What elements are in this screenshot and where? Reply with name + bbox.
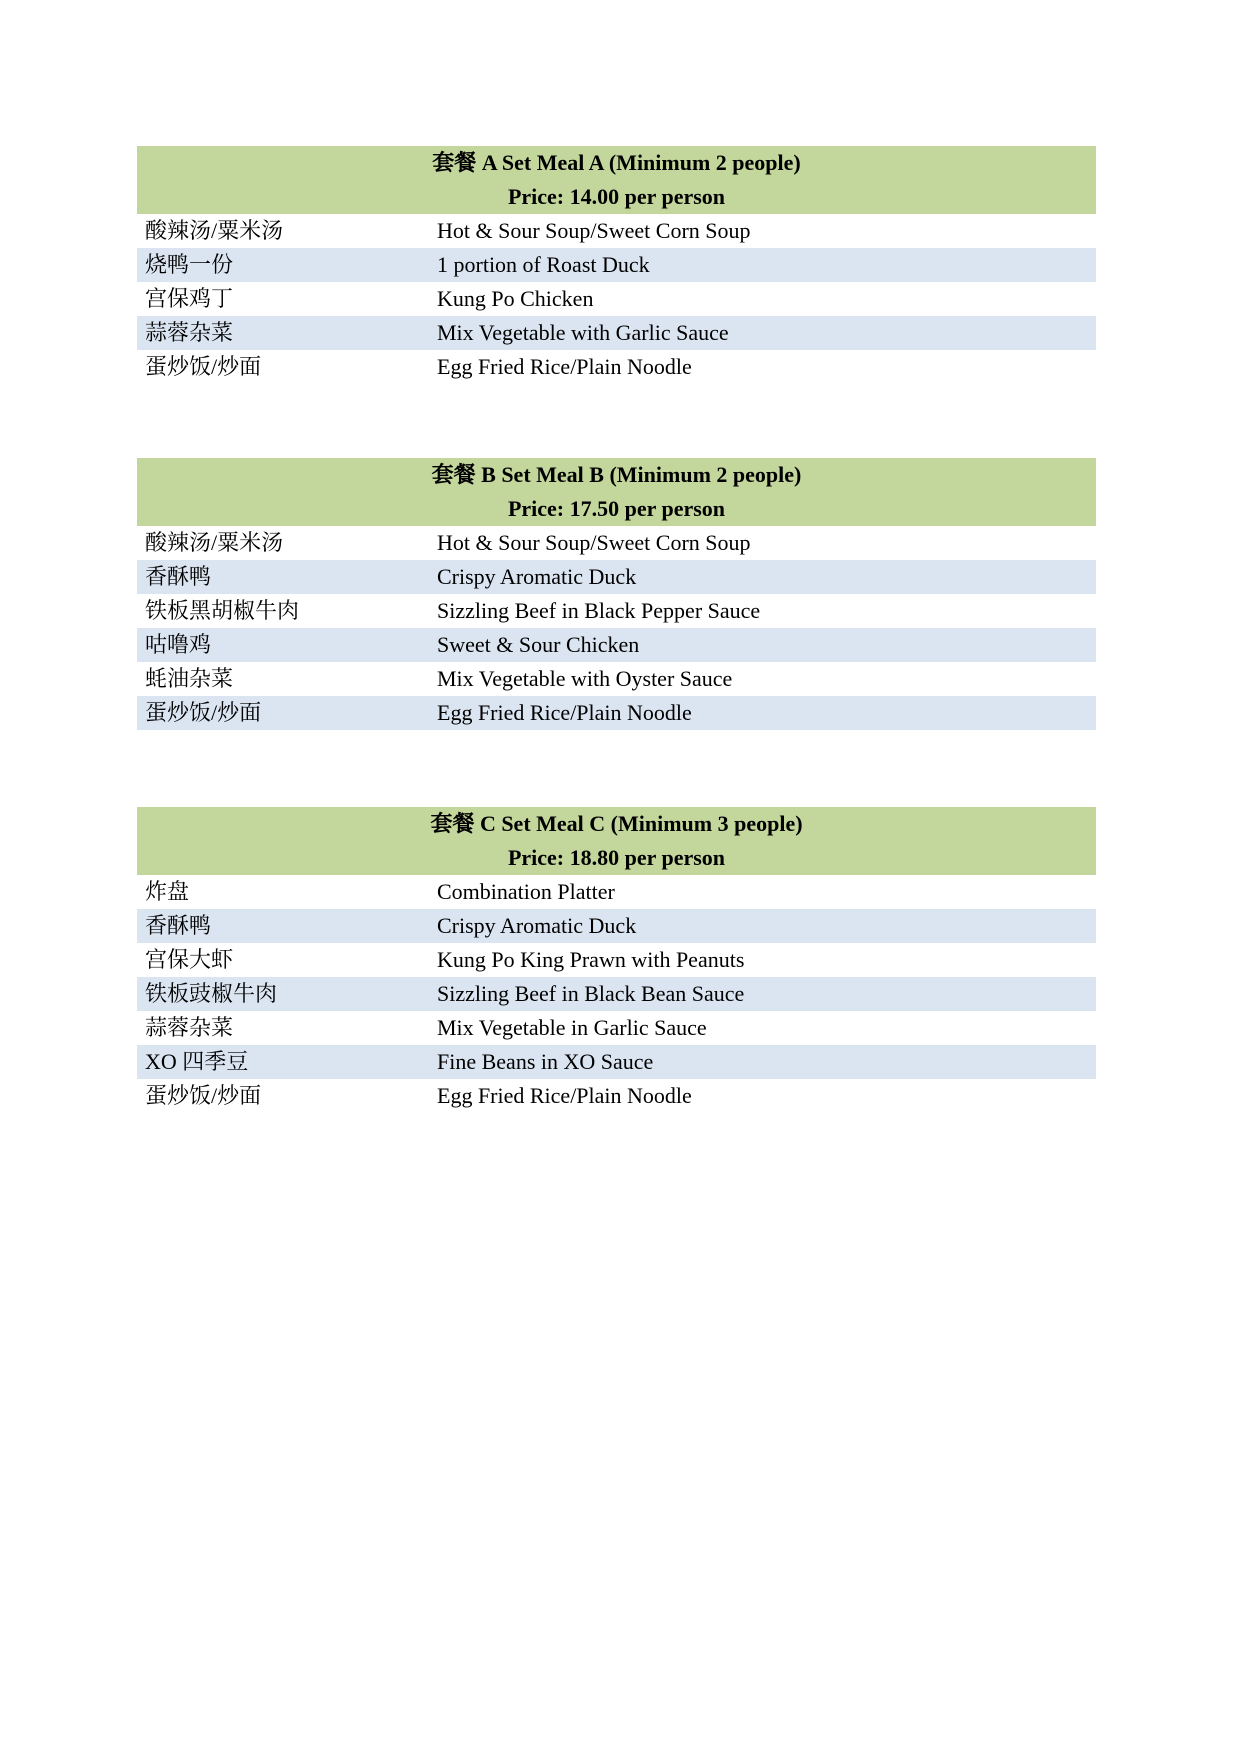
dish-name-english: Egg Fried Rice/Plain Noodle bbox=[437, 700, 692, 725]
set-meal-a-table bbox=[137, 146, 1096, 384]
dish-name-chinese: 烧鸭一份 bbox=[145, 252, 234, 277]
dish-name-chinese: 酸辣汤/粟米汤 bbox=[145, 530, 284, 555]
dish-name-chinese: 酸辣汤/粟米汤 bbox=[145, 218, 284, 243]
dish-name-chinese: 蛋炒饭/炒面 bbox=[145, 700, 262, 725]
dish-name-english: Mix Vegetable in Garlic Sauce bbox=[437, 1015, 707, 1040]
dish-name-chinese: 铁板黑胡椒牛肉 bbox=[145, 598, 300, 623]
dish-name-english: Hot & Sour Soup/Sweet Corn Soup bbox=[437, 218, 751, 243]
set-meal-b-price: Price: 17.50 per person bbox=[507, 496, 726, 521]
set-meal-c-header bbox=[137, 807, 1096, 875]
dish-name-english: 1 portion of Roast Duck bbox=[437, 252, 650, 277]
dish-name-chinese: 宫保大虾 bbox=[145, 947, 234, 972]
dish-name-english: Crispy Aromatic Duck bbox=[437, 564, 637, 589]
menu-row bbox=[137, 1011, 1096, 1045]
menu-row bbox=[137, 350, 1096, 384]
dish-name-english: Egg Fried Rice/Plain Noodle bbox=[437, 354, 692, 379]
dish-name-english: Kung Po King Prawn with Peanuts bbox=[437, 947, 745, 972]
dish-name-chinese: 宫保鸡丁 bbox=[145, 286, 234, 311]
menu-row bbox=[137, 977, 1096, 1011]
dish-name-english: Mix Vegetable with Oyster Sauce bbox=[437, 666, 733, 691]
dish-name-english: Fine Beans in XO Sauce bbox=[437, 1049, 654, 1074]
dish-name-chinese: 蛋炒饭/炒面 bbox=[145, 354, 262, 379]
set-meal-c-title: 套餐 C Set Meal C (Minimum 3 people) bbox=[430, 811, 803, 836]
menu-row bbox=[137, 560, 1096, 594]
menu-row bbox=[137, 526, 1096, 560]
menu-row bbox=[137, 248, 1096, 282]
dish-name-chinese: 咕噜鸡 bbox=[145, 632, 212, 657]
menu-row bbox=[137, 282, 1096, 316]
dish-name-chinese: 蚝油杂菜 bbox=[145, 666, 234, 691]
dish-name-english: Kung Po Chicken bbox=[437, 286, 594, 311]
set-meal-a-price: Price: 14.00 per person bbox=[507, 184, 726, 209]
set-meal-c-price: Price: 18.80 per person bbox=[507, 845, 726, 870]
set-meal-a-header bbox=[137, 146, 1096, 214]
menu-row bbox=[137, 696, 1096, 730]
set-meal-a-rows bbox=[137, 214, 1096, 384]
menu-row bbox=[137, 316, 1096, 350]
dish-name-chinese: 蒜蓉杂菜 bbox=[145, 320, 234, 345]
dish-name-english: Sizzling Beef in Black Pepper Sauce bbox=[437, 598, 761, 623]
dish-name-chinese: 蒜蓉杂菜 bbox=[145, 1015, 234, 1040]
dish-name-english: Combination Platter bbox=[437, 879, 615, 904]
menu-row bbox=[137, 214, 1096, 248]
dish-name-chinese: 香酥鸭 bbox=[145, 913, 212, 938]
menu-row bbox=[137, 943, 1096, 977]
set-meal-b-title: 套餐 B Set Meal B (Minimum 2 people) bbox=[431, 462, 802, 487]
set-meal-b-header bbox=[137, 458, 1096, 526]
dish-name-english: Hot & Sour Soup/Sweet Corn Soup bbox=[437, 530, 751, 555]
dish-name-chinese: 铁板豉椒牛肉 bbox=[145, 981, 278, 1006]
dish-name-english: Mix Vegetable with Garlic Sauce bbox=[437, 320, 729, 345]
menu-row bbox=[137, 1045, 1096, 1079]
menu-row bbox=[137, 909, 1096, 943]
set-meal-b-rows bbox=[137, 526, 1096, 730]
menu-row bbox=[137, 594, 1096, 628]
set-meal-a-title: 套餐 A Set Meal A (Minimum 2 people) bbox=[432, 150, 801, 175]
set-meal-c-table bbox=[137, 807, 1096, 1113]
dish-name-english: Crispy Aromatic Duck bbox=[437, 913, 637, 938]
menu-row bbox=[137, 875, 1096, 909]
menu-row bbox=[137, 1079, 1096, 1113]
dish-name-english: Egg Fried Rice/Plain Noodle bbox=[437, 1083, 692, 1108]
menu-row bbox=[137, 628, 1096, 662]
dish-name-chinese: XO 四季豆 bbox=[145, 1049, 249, 1074]
set-meal-b-table bbox=[137, 458, 1096, 730]
dish-name-chinese: 炸盘 bbox=[145, 879, 190, 904]
dish-name-chinese: 香酥鸭 bbox=[145, 564, 212, 589]
dish-name-english: Sizzling Beef in Black Bean Sauce bbox=[437, 981, 745, 1006]
dish-name-chinese: 蛋炒饭/炒面 bbox=[145, 1083, 262, 1108]
dish-name-english: Sweet & Sour Chicken bbox=[437, 632, 640, 657]
set-meal-c-rows bbox=[137, 875, 1096, 1113]
menu-row bbox=[137, 662, 1096, 696]
